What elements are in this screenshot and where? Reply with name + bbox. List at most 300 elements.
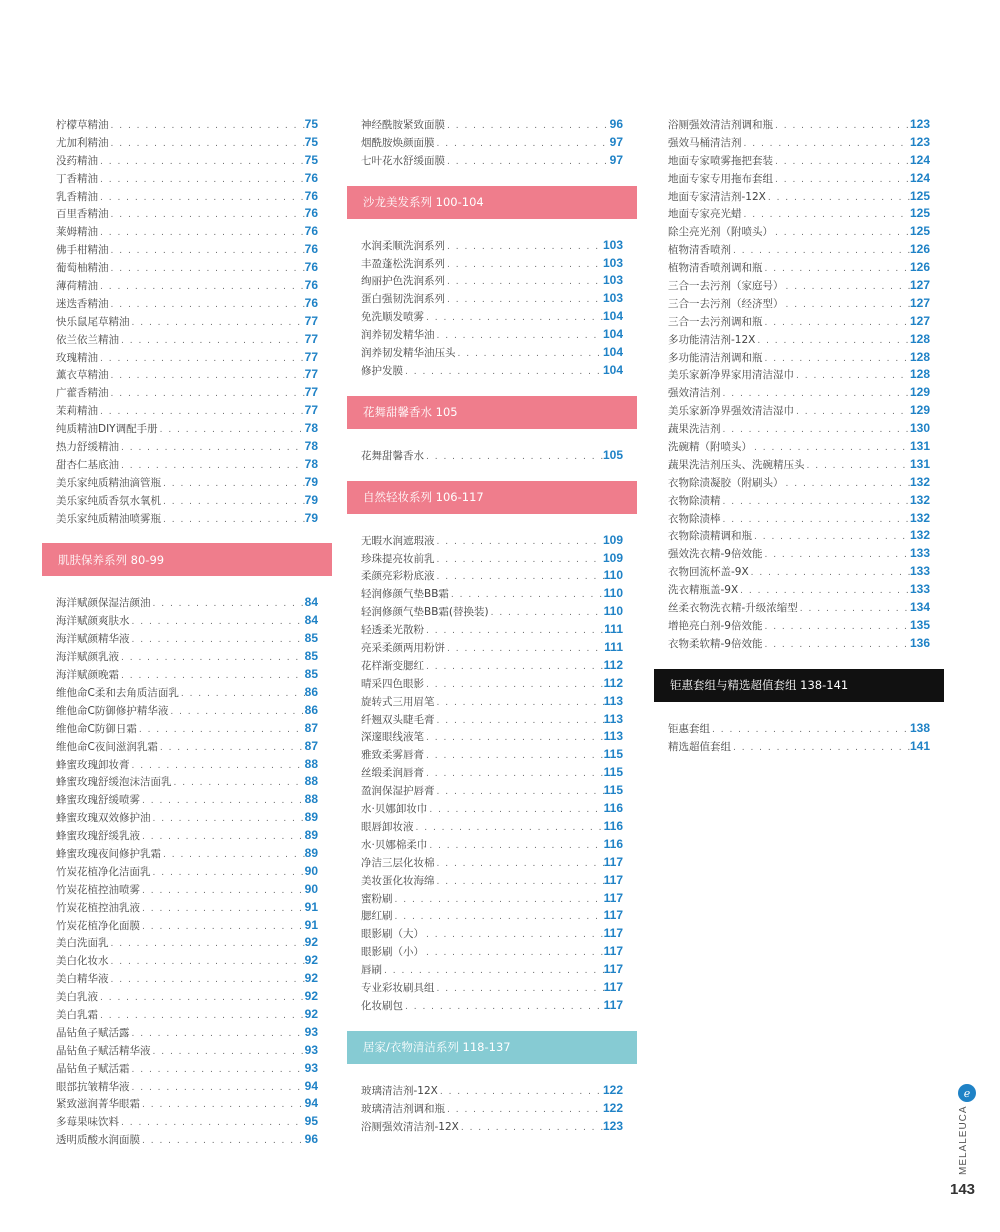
entry-page-number: 92	[304, 935, 318, 950]
entry-page-number: 117	[603, 997, 623, 1012]
index-entry[interactable]	[56, 1131, 318, 1149]
dot-leader	[109, 936, 305, 954]
index-entry[interactable]	[361, 907, 623, 925]
index-entry[interactable]	[361, 567, 623, 585]
index-entry[interactable]	[668, 259, 930, 277]
entry-name: 多功能清洁剂调和瓶	[668, 351, 763, 364]
entry-name: 雅致柔雾唇膏	[361, 749, 424, 762]
index-entry[interactable]	[56, 241, 318, 259]
index-entry[interactable]	[668, 617, 930, 635]
index-entry[interactable]	[56, 952, 318, 970]
index-entry[interactable]	[361, 116, 623, 134]
dot-leader	[424, 449, 603, 467]
index-entry[interactable]	[361, 800, 623, 818]
index-entry[interactable]	[56, 384, 318, 402]
dot-leader	[445, 257, 603, 275]
dot-leader	[424, 310, 603, 328]
index-entry[interactable]	[56, 349, 318, 367]
entry-name: 薄荷精油	[56, 280, 98, 293]
entry-name: 多莓果味饮料	[56, 1116, 119, 1129]
entry-name: 除尘亮光剂（附喷头）	[668, 226, 773, 239]
index-entry[interactable]	[56, 188, 318, 206]
dot-leader	[435, 856, 604, 874]
index-entry[interactable]	[361, 344, 623, 362]
index-entry[interactable]	[361, 532, 623, 550]
index-entry[interactable]	[668, 599, 930, 617]
index-entry[interactable]	[668, 545, 930, 563]
index-entry[interactable]	[56, 648, 318, 666]
dot-leader	[140, 1133, 305, 1151]
entry-name: 神经酰胺紧致面膜	[361, 119, 445, 131]
index-entry[interactable]	[668, 438, 930, 456]
index-entry[interactable]	[668, 366, 930, 384]
index-entry[interactable]	[668, 349, 930, 367]
entry-page-number: 92	[304, 989, 318, 1004]
dot-leader	[179, 686, 305, 704]
index-entry[interactable]	[56, 134, 318, 152]
entry-page-number: 89	[304, 828, 318, 843]
dot-leader	[794, 368, 910, 386]
index-entry[interactable]	[361, 326, 623, 344]
dot-leader	[435, 569, 604, 587]
entry-name: 透明质酸水润面膜	[56, 1134, 140, 1147]
dot-leader	[161, 476, 305, 494]
entry-name: 晴采四色眼影	[361, 677, 424, 690]
index-entry[interactable]	[361, 603, 623, 621]
index-entry[interactable]	[668, 420, 930, 438]
entry-page-number: 128	[909, 349, 930, 364]
entry-page-number: 116	[603, 836, 623, 851]
entry-name: 衣物除渍精	[668, 494, 721, 507]
dot-leader	[456, 346, 603, 364]
index-entry[interactable]	[361, 890, 623, 908]
entry-page-number: 129	[909, 403, 930, 418]
index-entry[interactable]	[668, 313, 930, 331]
index-entry[interactable]	[56, 366, 318, 384]
dot-leader	[161, 512, 305, 530]
index-entry[interactable]	[668, 402, 930, 420]
index-entry[interactable]	[56, 492, 318, 510]
index-entry[interactable]	[361, 961, 623, 979]
entry-page-number: 123	[909, 117, 930, 131]
index-entry[interactable]	[668, 474, 930, 492]
entry-name: 蔬果洗洁剂压头、洗碗精压头	[668, 458, 805, 471]
dot-leader	[445, 641, 604, 659]
dot-leader	[158, 740, 305, 758]
dot-leader	[459, 1120, 603, 1138]
entry-page-number: 85	[304, 667, 318, 682]
entry-name: 花舞甜馨香水	[361, 449, 424, 462]
entry-page-number: 110	[603, 604, 623, 619]
entry-name: 晶钻鱼子赋活精华液	[56, 1044, 151, 1057]
dot-leader	[763, 351, 910, 369]
index-entry[interactable]	[361, 782, 623, 800]
dot-leader	[424, 748, 604, 766]
index-entry[interactable]	[56, 313, 318, 331]
index-entry[interactable]	[668, 277, 930, 295]
dot-leader	[130, 1026, 305, 1044]
index-entry[interactable]	[668, 738, 930, 756]
dot-leader	[763, 315, 910, 333]
index-entry[interactable]	[361, 447, 623, 465]
index-entry[interactable]	[56, 720, 318, 738]
index-entry[interactable]	[668, 134, 930, 152]
entry-page-number: 128	[909, 367, 930, 382]
entry-page-number: 75	[304, 117, 318, 131]
entry-name: 维他命C柔和去角质洁面乳	[56, 686, 179, 699]
index-entry[interactable]	[56, 277, 318, 295]
dot-leader	[403, 999, 604, 1017]
entry-page-number: 122	[602, 1082, 623, 1097]
index-entry[interactable]	[361, 550, 623, 568]
dot-leader	[109, 136, 305, 154]
dot-leader	[161, 494, 305, 512]
index-entry[interactable]	[56, 170, 318, 188]
entry-name: 佛手柑精油	[56, 244, 109, 257]
index-entry[interactable]	[668, 188, 930, 206]
section-header-band: 沙龙美发系列 100-104	[347, 186, 637, 219]
index-entry[interactable]	[361, 639, 623, 657]
entry-name: 地面专家亮光蜡	[668, 208, 742, 221]
index-entry[interactable]	[668, 205, 930, 223]
index-entry[interactable]	[56, 773, 318, 791]
entry-page-number: 117	[603, 944, 623, 959]
dot-leader	[445, 118, 610, 136]
index-entry[interactable]	[56, 152, 318, 170]
dot-leader	[805, 458, 910, 476]
index-entry[interactable]	[361, 746, 623, 764]
index-entry[interactable]	[56, 1078, 318, 1096]
entry-name: 快乐鼠尾草精油	[56, 315, 130, 328]
index-entry[interactable]	[56, 205, 318, 223]
index-entry[interactable]	[361, 711, 623, 729]
dot-leader	[424, 945, 604, 963]
entry-page-number: 112	[603, 657, 623, 672]
dot-leader	[721, 386, 910, 404]
dot-leader	[435, 695, 604, 713]
entry-page-number: 117	[603, 890, 623, 905]
entry-page-number: 104	[602, 327, 623, 342]
dot-leader	[427, 802, 603, 820]
dot-leader	[109, 368, 305, 386]
entry-page-number: 86	[304, 702, 318, 717]
entry-name: 烟酰胺焕颜面膜	[361, 136, 435, 149]
dot-leader	[98, 404, 305, 422]
index-entry[interactable]	[56, 702, 318, 720]
dot-leader	[798, 601, 910, 619]
entry-page-number: 115	[603, 765, 623, 780]
index-entry[interactable]	[56, 1006, 318, 1024]
index-entry[interactable]	[668, 720, 930, 738]
entry-page-number: 132	[909, 528, 930, 543]
entry-page-number: 79	[304, 492, 318, 507]
dot-leader	[773, 172, 910, 190]
entry-name: 轻润修颜气垫BB霜(替换装)	[361, 606, 489, 619]
index-entry[interactable]	[361, 1100, 623, 1118]
entry-name: 美白精华液	[56, 973, 109, 986]
dot-leader	[435, 784, 604, 802]
dot-leader	[449, 587, 604, 605]
entry-name: 洗碗精（附喷头）	[668, 441, 752, 454]
entry-name: 地面专家专用拖布套组	[668, 172, 773, 185]
entry-name: 钜惠套组	[668, 722, 710, 735]
index-entry[interactable]	[56, 1095, 318, 1113]
dot-leader	[109, 118, 305, 136]
entry-name: 晶钻鱼子赋活露	[56, 1026, 130, 1039]
entry-page-number: 123	[909, 134, 930, 149]
dot-leader	[731, 243, 910, 261]
index-entry[interactable]	[56, 1024, 318, 1042]
entry-name: 维他命C防御日霜	[56, 722, 137, 735]
index-entry[interactable]	[56, 510, 318, 528]
index-entry[interactable]	[668, 456, 930, 474]
entry-page-number: 110	[603, 586, 623, 601]
dot-leader	[140, 901, 305, 919]
entry-name: 维他命C夜间滋润乳霜	[56, 740, 158, 753]
index-entry[interactable]	[56, 116, 318, 134]
index-entry[interactable]	[56, 666, 318, 684]
index-entry[interactable]	[56, 809, 318, 827]
index-entry[interactable]	[668, 116, 930, 134]
entry-name: 浴厕强效清洁剂-12X	[361, 1120, 459, 1133]
dot-leader	[140, 883, 305, 901]
entry-name: 衣物回流杯盖-9X	[668, 566, 749, 579]
index-entry[interactable]	[56, 456, 318, 474]
entry-page-number: 105	[602, 447, 623, 462]
index-entry[interactable]	[361, 1082, 623, 1100]
entry-name: 眼部抗皱精华液	[56, 1080, 130, 1093]
entry-page-number: 134	[909, 600, 930, 615]
entry-page-number: 90	[304, 881, 318, 896]
entry-name: 蜂蜜玫瑰双效修护油	[56, 812, 151, 825]
index-entry[interactable]	[56, 970, 318, 988]
entry-page-number: 117	[603, 926, 623, 941]
index-entry[interactable]	[668, 295, 930, 313]
entry-page-number: 77	[304, 385, 318, 400]
entry-page-number: 115	[603, 747, 623, 762]
entry-name: 多功能清洁剂-12X	[668, 333, 756, 346]
index-entry[interactable]	[361, 675, 623, 693]
index-entry[interactable]	[361, 979, 623, 997]
dot-leader	[119, 333, 305, 351]
entry-name: 地面专家清洁剂-12X	[668, 190, 766, 203]
entry-page-number: 95	[304, 1114, 318, 1129]
index-entry[interactable]	[56, 791, 318, 809]
dot-leader	[773, 225, 910, 243]
index-entry[interactable]	[668, 331, 930, 349]
dot-leader	[109, 386, 305, 404]
entry-name: 美白乳液	[56, 991, 98, 1004]
entry-page-number: 92	[304, 953, 318, 968]
index-entry[interactable]	[361, 237, 623, 255]
index-entry[interactable]	[668, 563, 930, 581]
entry-page-number: 76	[304, 206, 318, 221]
index-entry[interactable]	[56, 684, 318, 702]
entry-page-number: 124	[909, 152, 930, 167]
entry-name: 丝缎柔润唇膏	[361, 767, 424, 780]
entry-name: 纤翘双头睫毛膏	[361, 713, 435, 726]
index-entry[interactable]	[56, 420, 318, 438]
index-entry[interactable]	[56, 988, 318, 1006]
index-entry[interactable]	[361, 272, 623, 290]
index-entry[interactable]	[668, 152, 930, 170]
entry-page-number: 117	[603, 962, 623, 977]
entry-name: 化妆刷包	[361, 999, 403, 1012]
index-entry[interactable]	[361, 925, 623, 943]
index-entry[interactable]	[361, 290, 623, 308]
dot-leader	[710, 722, 910, 740]
index-entry[interactable]	[56, 223, 318, 241]
dot-leader	[721, 512, 910, 530]
dot-leader	[98, 990, 305, 1008]
entry-page-number: 92	[304, 1006, 318, 1021]
entry-page-number: 76	[304, 242, 318, 257]
index-entry[interactable]	[361, 657, 623, 675]
index-entry[interactable]	[56, 899, 318, 917]
index-entry[interactable]	[361, 585, 623, 603]
dot-leader	[130, 315, 305, 333]
entry-page-number: 93	[304, 1042, 318, 1057]
index-entry[interactable]	[361, 943, 623, 961]
index-entry[interactable]	[56, 474, 318, 492]
entry-page-number: 85	[304, 631, 318, 646]
entry-page-number: 117	[603, 979, 623, 994]
entry-page-number: 87	[304, 720, 318, 735]
index-entry[interactable]	[361, 308, 623, 326]
entry-page-number: 133	[909, 582, 930, 597]
entry-name: 盈润保湿护唇膏	[361, 785, 435, 798]
entry-name: 竹炭花植控油乳液	[56, 901, 140, 914]
index-entry[interactable]	[361, 818, 623, 836]
entry-page-number: 91	[304, 899, 318, 914]
entry-name: 无暇水润遮瑕液	[361, 534, 435, 547]
entry-name: 蜂蜜玫瑰舒缓泡沫洁面乳	[56, 776, 172, 789]
index-entry[interactable]	[361, 621, 623, 639]
index-entry[interactable]	[361, 764, 623, 782]
entry-page-number: 94	[304, 1078, 318, 1093]
entry-page-number: 79	[304, 474, 318, 489]
dot-leader	[424, 659, 604, 677]
entry-page-number: 89	[304, 845, 318, 860]
index-entry[interactable]	[56, 1042, 318, 1060]
index-entry[interactable]	[56, 630, 318, 648]
index-entry[interactable]	[56, 827, 318, 845]
entry-page-number: 129	[909, 385, 930, 400]
index-column-2	[361, 116, 623, 1135]
index-entry[interactable]	[56, 612, 318, 630]
index-entry[interactable]	[56, 738, 318, 756]
entry-name: 亮采柔颜两用粉饼	[361, 642, 445, 655]
index-entry[interactable]	[361, 1118, 623, 1136]
index-entry[interactable]	[668, 241, 930, 259]
dot-leader	[151, 596, 305, 614]
section-header-band: 自然轻妆系列 106-117	[347, 481, 637, 514]
index-entry[interactable]	[668, 492, 930, 510]
index-entry[interactable]	[668, 510, 930, 528]
index-entry[interactable]	[361, 693, 623, 711]
dot-leader	[435, 981, 604, 999]
dot-leader	[414, 820, 604, 838]
entry-name: 美白乳霜	[56, 1008, 98, 1021]
index-entry[interactable]	[56, 259, 318, 277]
entry-page-number: 86	[304, 684, 318, 699]
entry-name: 紧致滋润菁华眼霜	[56, 1098, 140, 1111]
index-entry[interactable]	[361, 134, 623, 152]
entry-name: 丰盈蓬松洗润系列	[361, 257, 445, 270]
entry-name: 强效马桶清洁剂	[668, 136, 742, 149]
dot-leader	[403, 364, 603, 382]
index-entry[interactable]	[361, 854, 623, 872]
index-entry[interactable]	[56, 331, 318, 349]
index-entry[interactable]	[361, 836, 623, 854]
index-entry[interactable]	[56, 295, 318, 313]
dot-leader	[98, 154, 305, 172]
index-entry[interactable]	[361, 362, 623, 380]
index-entry[interactable]	[668, 581, 930, 599]
entry-name: 葡萄柚精油	[56, 262, 109, 275]
index-entry[interactable]	[668, 384, 930, 402]
dot-leader	[140, 829, 305, 847]
dot-leader	[119, 458, 305, 476]
index-entry[interactable]	[668, 527, 930, 545]
dot-leader	[445, 239, 603, 257]
entry-name: 茉莉精油	[56, 405, 98, 418]
index-entry[interactable]	[668, 170, 930, 188]
index-entry[interactable]	[668, 223, 930, 241]
entry-name: 蜂蜜玫瑰卸妆膏	[56, 758, 130, 771]
dot-leader	[424, 730, 604, 748]
entry-name: 百里香精油	[56, 208, 109, 221]
index-entry[interactable]	[56, 845, 318, 863]
index-entry[interactable]	[361, 152, 623, 170]
dot-leader	[130, 1080, 305, 1098]
dot-leader	[119, 1115, 305, 1133]
index-entry[interactable]	[361, 997, 623, 1015]
index-entry[interactable]	[361, 255, 623, 273]
index-entry[interactable]	[56, 1113, 318, 1131]
entry-page-number: 104	[602, 345, 623, 360]
index-entry[interactable]	[56, 1060, 318, 1078]
entry-page-number: 113	[603, 729, 623, 744]
index-entry[interactable]	[668, 635, 930, 653]
dot-leader	[773, 118, 910, 136]
index-entry[interactable]	[56, 756, 318, 774]
index-entry[interactable]	[361, 728, 623, 746]
index-entry[interactable]	[56, 594, 318, 612]
entry-name: 眼影刷（小）	[361, 946, 424, 959]
dot-leader	[130, 614, 305, 632]
index-entry[interactable]	[56, 863, 318, 881]
index-entry[interactable]	[56, 934, 318, 952]
index-entry[interactable]	[56, 402, 318, 420]
entry-name: 强效清洁剂	[668, 387, 721, 400]
index-entry[interactable]	[361, 872, 623, 890]
index-entry[interactable]	[56, 881, 318, 899]
entry-name: 润养韧发精华油	[361, 329, 435, 342]
page-number: 143	[950, 1181, 976, 1198]
dot-leader	[784, 476, 910, 494]
entry-page-number: 76	[304, 295, 318, 310]
dot-leader	[393, 892, 604, 910]
entry-name: 腮红刷	[361, 910, 393, 923]
index-entry[interactable]	[56, 438, 318, 456]
dot-leader	[109, 972, 305, 990]
entry-page-number: 113	[603, 693, 623, 708]
entry-name: 没药精油	[56, 154, 98, 167]
entry-page-number: 138	[909, 720, 930, 735]
index-entry[interactable]	[56, 917, 318, 935]
entry-name: 依兰依兰精油	[56, 333, 119, 346]
